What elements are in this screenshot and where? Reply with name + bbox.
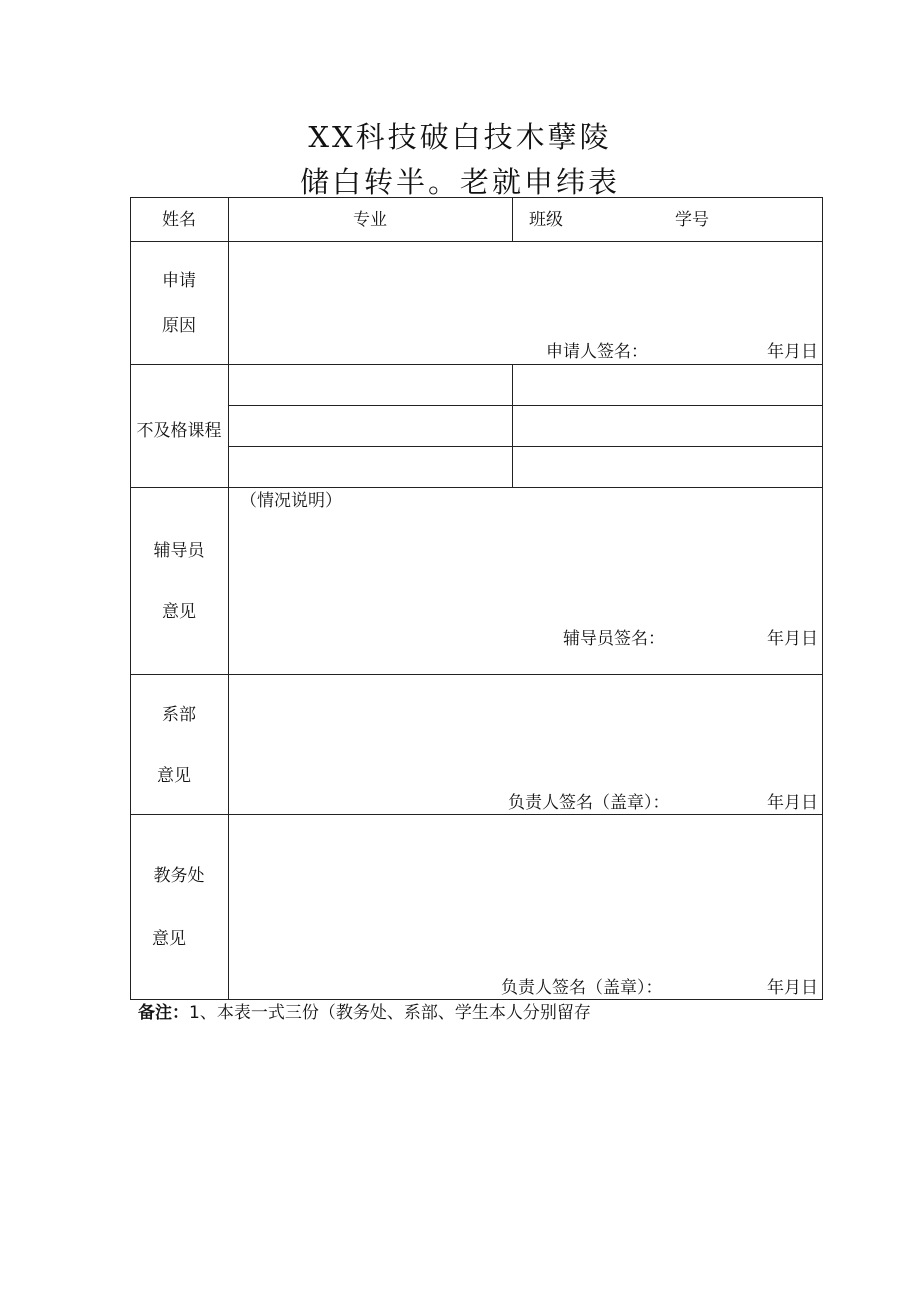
name-label: 姓名 bbox=[162, 210, 196, 230]
failed-courses-label: 不及格课程 bbox=[136, 421, 222, 441]
row-divider-reason bbox=[130, 364, 823, 365]
row-divider-department bbox=[130, 814, 823, 815]
header-middle-divider bbox=[512, 197, 513, 241]
course-middle-divider bbox=[512, 364, 513, 487]
applicant-date-label: 年月日 bbox=[767, 342, 818, 362]
department-label-1: 系部 bbox=[162, 705, 196, 725]
row-divider-counselor bbox=[130, 674, 823, 675]
reason-label-2: 原因 bbox=[162, 316, 196, 336]
class-label: 班级 bbox=[529, 210, 563, 230]
department-signature-label: 负责人签名（盖章）： bbox=[508, 793, 670, 813]
table-border-top bbox=[130, 197, 823, 198]
department-label-2: 意见 bbox=[157, 766, 191, 786]
remark-label: 备注： bbox=[138, 1003, 189, 1023]
department-date-label: 年月日 bbox=[767, 793, 818, 813]
row-divider-courses bbox=[130, 487, 823, 488]
major-label: 专业 bbox=[353, 210, 387, 230]
student-id-label: 学号 bbox=[675, 210, 709, 230]
page-title-line-1: XX科技破白技木孽陵 bbox=[308, 120, 612, 154]
academic-affairs-label-1: 教务处 bbox=[153, 866, 205, 886]
applicant-signature-label: 申请人签名： bbox=[546, 342, 648, 362]
counselor-label-1: 辅导员 bbox=[153, 541, 205, 561]
table-border-right bbox=[822, 197, 823, 999]
course-line-2 bbox=[228, 446, 823, 447]
row-divider-header bbox=[130, 241, 823, 242]
course-line-1 bbox=[228, 405, 823, 406]
label-column-divider bbox=[228, 197, 229, 999]
counselor-note: （情况说明） bbox=[240, 491, 342, 511]
table-border-bottom bbox=[130, 999, 823, 1000]
counselor-date-label: 年月日 bbox=[767, 629, 818, 649]
counselor-label-2: 意见 bbox=[162, 602, 196, 622]
academic-affairs-label-2: 意见 bbox=[152, 929, 186, 949]
academic-affairs-date-label: 年月日 bbox=[767, 978, 818, 998]
counselor-signature-label: 辅导员签名： bbox=[563, 629, 665, 649]
remark bbox=[138, 1003, 591, 1023]
academic-affairs-signature-label: 负责人签名（盖章）： bbox=[501, 978, 663, 998]
page-title-line-2: 储白转半。老就申纬表 bbox=[299, 165, 620, 199]
reason-label-1: 申请 bbox=[162, 271, 196, 291]
remark-text: 1、本表一式三份（教务处、系部、学生本人分别留存 bbox=[189, 1003, 591, 1023]
